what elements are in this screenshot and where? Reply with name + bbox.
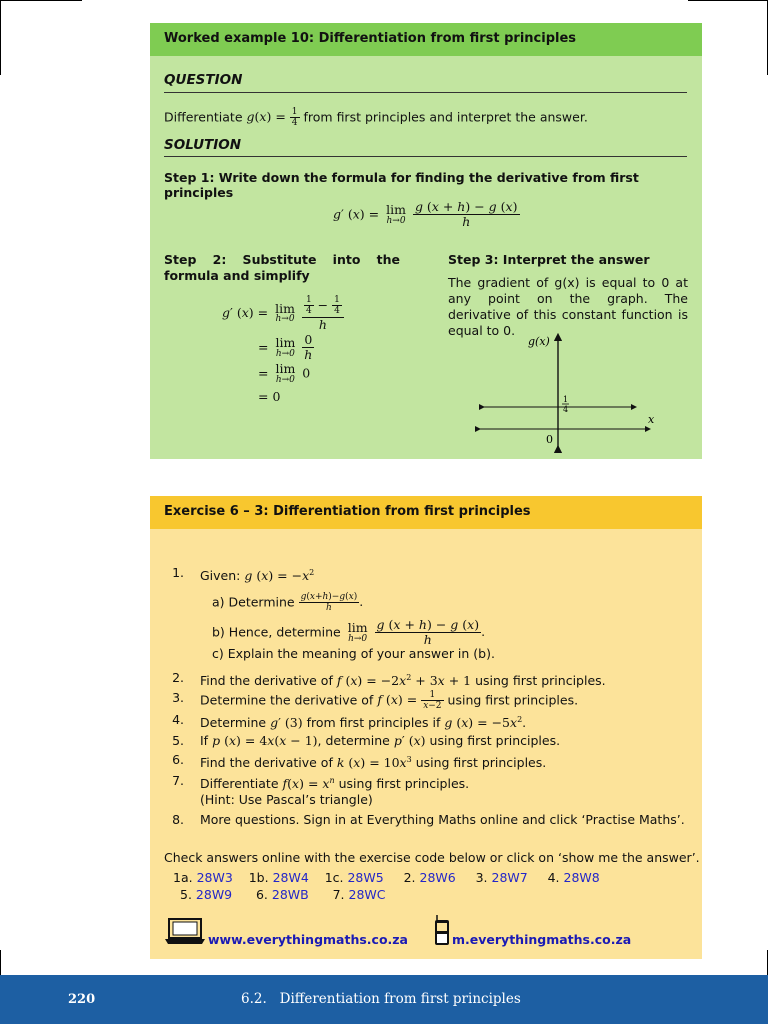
code-label: 2. [403, 870, 416, 885]
worked-example-box [150, 23, 702, 459]
laptop-icon [164, 917, 206, 945]
step1-heading: Step 1: Write down the formula for finding the derivative from first principles [164, 170, 639, 200]
q1c-text: Explain the meaning of your answer in (b). [227, 646, 495, 661]
page-footer [0, 975, 768, 1024]
footer-section-title: 6.2. Differentiation from first principles [241, 991, 521, 1007]
q1a-text: Determine [228, 594, 295, 610]
code-label: 7. [332, 887, 345, 902]
code-label: 1b. [248, 870, 269, 885]
code-link[interactable]: 28W8 [563, 870, 600, 885]
q6-post: using first principles. [415, 755, 547, 771]
working-line-4: = 0 [258, 389, 281, 404]
question-1c: c) Explain the meaning of your answer in (b). [212, 646, 495, 661]
code-label: 1a. [173, 870, 193, 885]
code-label: 5. [180, 887, 192, 902]
question-function: g(x) = $\frac{1}{4}$ [246, 107, 298, 129]
q4-pre: Determine [200, 715, 267, 731]
q2-pre: Find the derivative of [200, 673, 333, 689]
code-label: 6. [255, 887, 268, 902]
code-link[interactable]: 28W5 [347, 870, 384, 885]
web-link[interactable]: www.everythingmaths.co.za [208, 932, 408, 947]
q5-post: using first principles. [429, 733, 561, 748]
question-1a: a) Determine $\frac{g(x+h)-g(x)}{h}$ . [212, 592, 364, 614]
q6-pre: Find the derivative of [200, 755, 333, 771]
working-line-1: g′ (x) = lim h→0 $\frac{1}{4}$ − $\frac{1}{4}$ h [222, 295, 344, 333]
constant-function-graph [468, 329, 658, 453]
solution-label: SOLUTION [164, 137, 242, 153]
question-suffix: from first principles and interpret the answer. [303, 109, 588, 125]
q5-pre: If [200, 733, 209, 748]
working-line-3: = lim h→0 0 [258, 361, 311, 385]
question-7-hint: (Hint: Use Pascal’s triangle) [200, 792, 373, 807]
q1-text: Given: [200, 568, 241, 584]
answer-codes-row-1 [173, 870, 600, 886]
exercise-box: Exercise 6 – 3: Differentiation from first principles 1. Given: g $(x) = -x^2$ a) Determine $\frac{g(x+h)-g(x)}{h}$ . b) Hence, determine lim h→0 $\frac{g (x + h) - g (x)}{h}$ . c) Explain the meaning of your answer in (b). 2. Find the derivative of f $(x) = -2x^2 + 3x + 1$ using first principles. 3. Determine the derivative of f (x) = $\frac{1}{x-2}$ using first principles. 4. Determine g′ (3) from first principles if g $(x) = -5x^2$. 5. If p (x) = 4x(x − 1), determine p′ (x) using first principles. 6. Find the derivative of k $(x) = 10x^3$ using first principles. 7. Differentiate $f(x) = x^n$ using first principles. (Hint: Use Pascal’s triangle) 8. More questions. Sign in at Everything Maths online and click ‘Practise Maths’. Check answers online with the exercise code below or click on ‘show me the answer’. 1a. 28W3 1b. 28W4 1c. 28W5 2. 28W6 3. 28W7 4. 28W8 5. 28W9 6. 28WB 7. 28WC www.everythingmaths.co.za m.everythingmaths.co.za [150, 496, 702, 959]
code-link[interactable]: 28W3 [196, 870, 233, 885]
working-line-2: = lim h→0 $\frac{0}{h}$ [258, 332, 313, 363]
code-link[interactable]: 28WB [271, 887, 309, 902]
step2-heading: Step 2: Substitute into the formula and simplify [164, 252, 400, 283]
svg-text:1: 1 [563, 395, 569, 404]
q1b-text: Hence, determine [228, 624, 341, 640]
worked-example-title: Worked example 10: Differentiation from first principles [164, 31, 577, 46]
q7-pre: Differentiate [200, 776, 279, 792]
code-link[interactable]: 28W9 [195, 887, 233, 902]
crop-mark [0, 0, 1, 75]
exercise-title: Exercise 6 – 3: Differentiation from first principles [164, 504, 531, 519]
q7-post: using first principles. [338, 776, 470, 792]
code-link[interactable]: 28WC [348, 887, 386, 902]
q8-text: More questions. Sign in at Everything Maths online and click ‘Practise Maths’. [200, 812, 685, 827]
code-label: 3. [475, 870, 488, 885]
question-1b: b) Hence, determine lim h→0 $\frac{g (x + h) - g (x)}{h}$ . [212, 617, 486, 648]
question-rule [164, 92, 687, 93]
svg-text:4: 4 [563, 405, 569, 414]
code-link[interactable]: 28W6 [419, 870, 456, 885]
answer-codes-row-2 [180, 887, 386, 903]
q4-mid: from first principles if [306, 715, 441, 731]
page-number: 220 [68, 992, 96, 1007]
question-label: QUESTION [164, 72, 243, 88]
question-text [164, 107, 588, 129]
check-answers-text: Check answers online with the exercise code below or click on ‘show me the answer’. [164, 850, 700, 865]
q5-mid: , determine [317, 733, 390, 748]
q3-pre: Determine the derivative of [200, 692, 374, 708]
derivative-formula: g′ (x) = lim h→0 $\frac{g (x + h) - g (x)}{h}$ [333, 199, 518, 230]
graph-x-label: x [648, 413, 655, 426]
graph-y-label: g(x) [528, 335, 550, 348]
crop-mark [0, 950, 1, 975]
step3-text: The gradient of g(x) is equal to 0 at any point on the graph. The derivative of this constant function is equal to 0. [448, 275, 688, 338]
graph-origin-label: 0 [546, 433, 553, 446]
solution-rule [164, 156, 687, 157]
mobile-phone-icon [433, 914, 451, 946]
q2-post: using first principles. [475, 673, 606, 689]
code-label: 1c. [324, 870, 344, 885]
worked-example-header [150, 23, 702, 56]
question-prefix: Differentiate [164, 109, 243, 125]
mobile-link[interactable]: m.everythingmaths.co.za [452, 932, 632, 947]
crop-mark [688, 0, 768, 1]
code-label: 4. [547, 870, 560, 885]
crop-mark [0, 0, 82, 1]
step3-heading: Step 3: Interpret the answer [448, 252, 650, 267]
q3-post: using first principles. [447, 692, 579, 708]
code-link[interactable]: 28W7 [491, 870, 528, 885]
step2-working [222, 295, 344, 405]
code-link[interactable]: 28W4 [272, 870, 309, 885]
graph-line-value [562, 395, 569, 414]
exercise-header [150, 496, 702, 529]
